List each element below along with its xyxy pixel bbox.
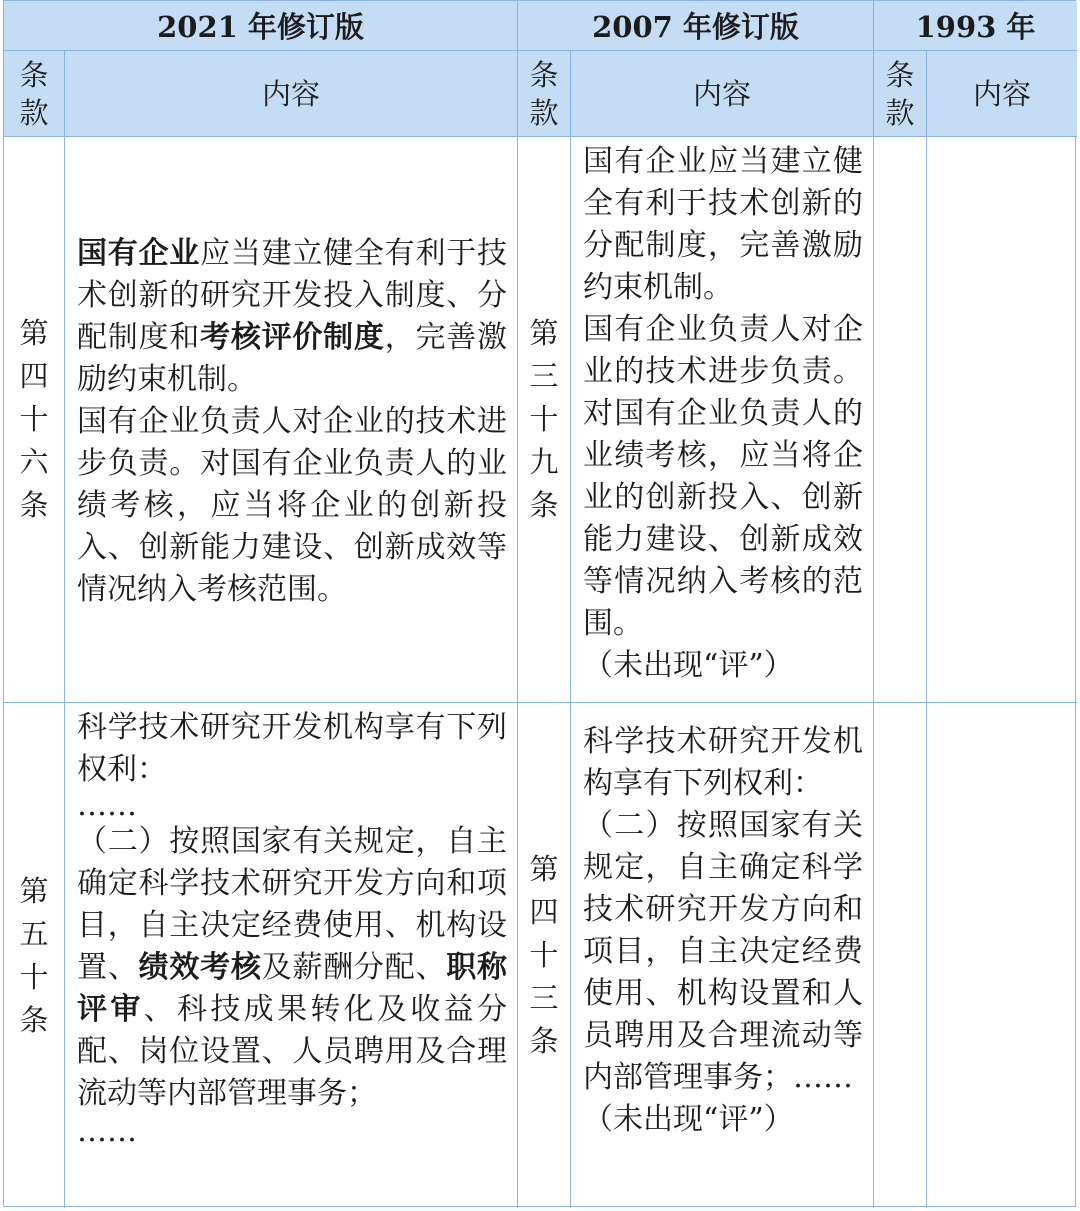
- content-2021-row2: [65, 703, 518, 1208]
- content-2007-row2: [571, 703, 874, 1208]
- paragraph: 国有企业负责人对企业的技术进步负责。对国有企业负责人的业绩考核，应当将企业的创新投入、创新能力建设、创新成效等情况纳入考核的范围。: [583, 312, 863, 641]
- text: （二）按照国家有关规定，自主确定科学技术研究开发方向和项目，自主决定经费使用、机构设置、: [77, 824, 507, 985]
- ellipsis: ……: [77, 1114, 137, 1149]
- bold-term: 职称评审: [77, 950, 508, 1027]
- text: ，完善激励约束机制。: [77, 319, 508, 397]
- clause-label: 条款: [885, 57, 915, 130]
- paragraph: 国有企业应当建立健全有利于技术创新的分配制度，完善激励约束机制。: [583, 144, 863, 305]
- paragraph: 国有企业负责人对企业的技术进步负责。对国有企业负责人的业绩考核，应当将企业的创新投入、创新能力建设、创新成效等情况纳入考核范围。: [77, 403, 507, 607]
- comparison-table: [3, 0, 1076, 1207]
- subheader-content-2021: 内容: [65, 51, 518, 137]
- subheader-content-1993: 内容: [927, 51, 1077, 137]
- header-2007-version: 2007 年修订版: [518, 1, 874, 51]
- content-1993-row1: [927, 137, 1077, 703]
- paragraph: 科学技术研究开发机构享有下列权利：: [583, 724, 863, 801]
- subheader-clause-2007: [518, 51, 571, 137]
- bold-term: 考核评价制度: [200, 319, 385, 355]
- text: 及薪酬分配、: [261, 950, 447, 985]
- paragraph: [77, 233, 507, 401]
- article-2007-row2: [518, 703, 571, 1208]
- ellipsis: ……: [77, 788, 137, 823]
- article-number: 第四十三条: [529, 852, 559, 1058]
- content-1993-row2: [927, 703, 1077, 1208]
- article-2021-row2: [4, 703, 65, 1208]
- subheader-clause-2021: [4, 51, 65, 137]
- content-2021-row1: [65, 137, 518, 703]
- note: （未出现“评”）: [583, 648, 794, 683]
- subheader-clause-1993: [874, 51, 927, 137]
- article-2021-row1: [4, 137, 65, 703]
- text: 、科技成果转化及收益分配、岗位设置、人员聘用及合理流动等内部管理事务；: [77, 992, 508, 1111]
- article-number: 第四十六条: [19, 316, 49, 522]
- article-number: 第五十条: [19, 873, 49, 1037]
- note: （未出现“评”）: [583, 1102, 794, 1137]
- article-1993-row2: [874, 703, 927, 1208]
- bold-term: 绩效考核: [138, 950, 262, 985]
- clause-label: 条款: [19, 57, 49, 130]
- paragraph: 科学技术研究开发机构享有下列权利：: [77, 710, 507, 787]
- text: 应当建立健全有利于技术创新的研究开发投入制度、分配制度和: [77, 235, 508, 355]
- content-2007-row1: [571, 137, 874, 703]
- paragraph: （二）按照国家有关规定，自主确定科学技术研究开发方向和项目，自主决定经费使用、机构设置和人员聘用及合理流动等内部管理事务；……: [583, 808, 863, 1095]
- clause-label: 条款: [529, 57, 559, 130]
- article-number: 第三十九条: [529, 316, 559, 522]
- bold-term: 国有企业: [77, 235, 201, 271]
- article-2007-row1: [518, 137, 571, 703]
- paragraph: [77, 821, 507, 1115]
- subheader-content-2007: 内容: [571, 51, 874, 137]
- header-1993-version: 1993 年: [874, 1, 1077, 51]
- article-1993-row1: [874, 137, 927, 703]
- header-2021-version: 2021 年修订版: [4, 1, 518, 51]
